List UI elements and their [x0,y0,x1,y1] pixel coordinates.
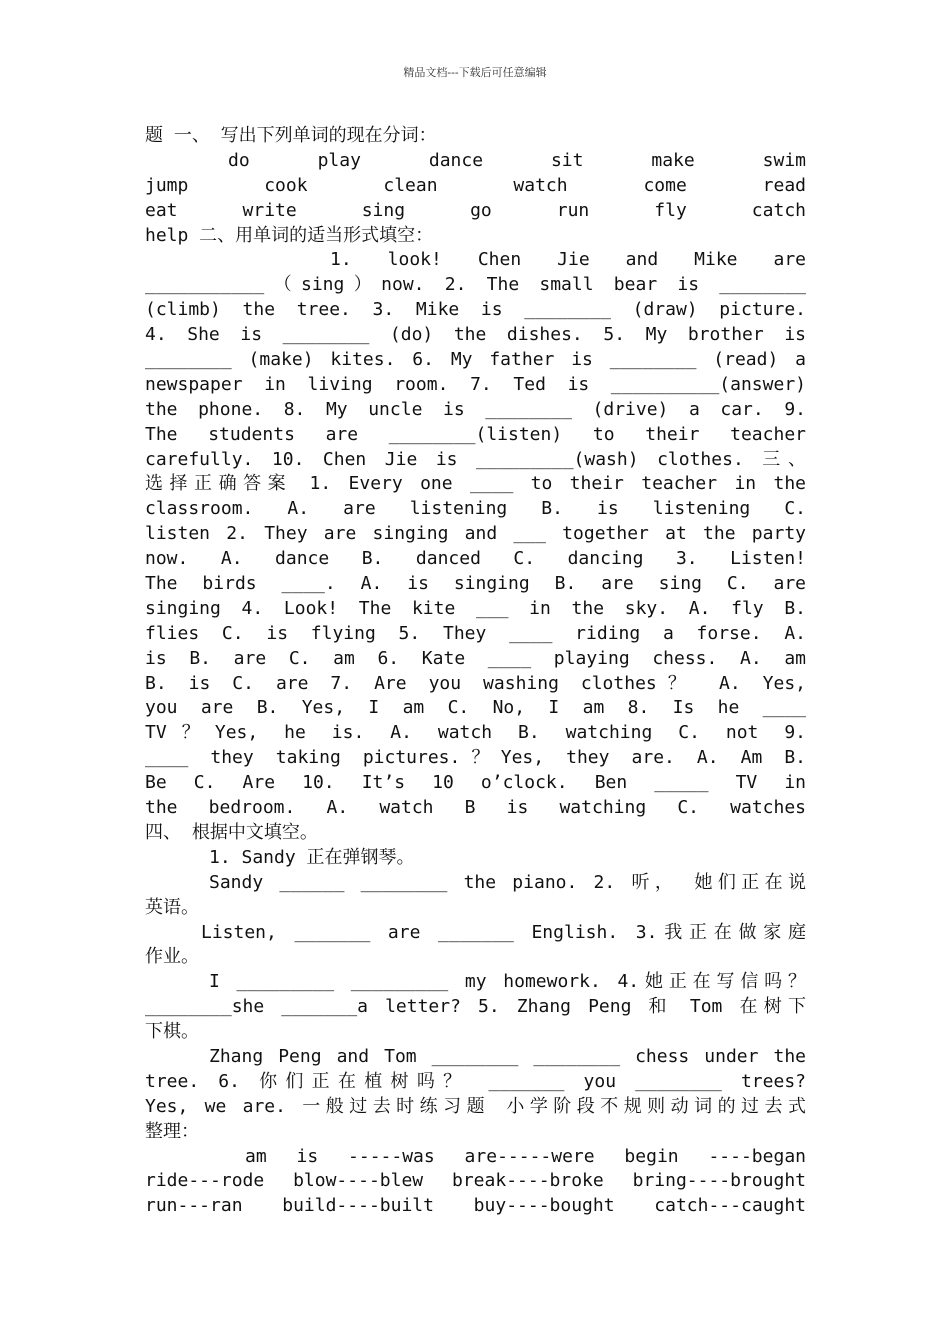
document-body [145,124,806,1219]
text-line: ________ (make) kites. 6. My father is ________ (read) a [145,349,806,371]
text-line: run---ran build----built buy----bought catch---caught [145,1195,806,1217]
text-line: Listen, _______ are _______ English. 3.我正在做家庭 [201,921,806,943]
text-line: Sandy ______ ________ the piano. 2. 听， 她们正在说 [209,871,806,893]
text-line: now. A. dance B. danced C. dancing 3. Listen! [145,548,806,570]
text-line: The students are ________(listen) to their teacher [145,423,806,445]
text-line: listen 2. They are singing and ___ together at the party [145,523,806,545]
text-line: am is -----was are-----were begin ----began [245,1145,806,1167]
text-line: 4. She is ________ (do) the dishes. 5. My brother is [145,324,806,346]
text-line: you are B. Yes, I am C. No, I am 8. Is he ____ [145,697,806,719]
text-line: carefully. 10. Chen Jie is _________(wash) clothes. 三、 [145,448,806,470]
text-line: help 二、用单词的适当形式填空： [145,224,434,246]
text-line: singing 4. Look! The kite ___ in the sky. A. fly B. [145,597,806,619]
text-line: TV？Yes, he is. A. watch B. watching C. not 9. [145,722,806,744]
text-line: 作业。 [145,946,199,968]
text-line: eat write sing go run fly catch [145,199,806,221]
text-line: ____ they taking pictures.？Yes, they are. A. Am B. [145,747,806,769]
text-line: 英语。 [145,896,199,918]
text-line: the bedroom. A. watch B is watching C. watches [145,797,806,819]
text-line: 四、 根据中文填空。 [145,821,318,843]
text-line: newspaper in living room. 7. Ted is __________(answer) [145,373,806,395]
text-line: jump cook clean watch come read [145,174,806,196]
text-line: I _________ _________ my homework. 4.她正在写信吗？ [209,971,806,993]
text-line: 整理： [145,1120,199,1142]
text-line: Yes, we are. 一般过去时练习题 小学阶段不规则动词的过去式 [145,1095,806,1117]
text-line: Be C. Are 10. It’s 10 o’clock. Ben _____ TV in [145,772,806,794]
text-line: 题 一、 写出下列单词的现在分词： [145,125,437,146]
text-line: Zhang Peng and Tom ________ ________ chess under the [209,1045,806,1067]
text-line: ride---rode blow----blew break----broke bring----brought [145,1170,806,1192]
text-line: 1. look! Chen Jie and Mike are [330,249,806,271]
text-line: do play dance sit make swim [228,149,806,171]
text-line: (climb) the tree. 3. Mike is ________ (draw) picture. [145,299,806,321]
text-line: is B. are C. am 6. Kate ____ playing chess. A. am [145,647,806,669]
text-line: ___________（sing）now. 2. The small bear is ________ [145,274,806,296]
text-line: flies C. is flying 5. They ____ riding a forse. A. [145,622,806,644]
page-header: 精品文档---下载后可任意编辑 [403,66,547,79]
text-line: classroom. A. are listening B. is listening C. [145,498,806,520]
text-line: ________she _______a letter? 5. Zhang Peng 和 Tom 在树下 [145,996,806,1018]
text-line: The birds ____. A. is singing B. are sing C. are [145,573,806,595]
text-line: B. is C. are 7. Are you washing clothes？ A. Yes, [145,672,806,694]
text-line: 下棋。 [145,1021,199,1043]
text-line: tree. 6. 你们正在植树吗？ _______ you ________ trees? [145,1070,806,1092]
text-line: 1. Sandy 正在弹钢琴。 [209,846,415,868]
text-line: 选择正确答案 1. Every one ____ to their teacher in the [145,473,806,495]
text-line: the phone. 8. My uncle is ________ (drive) a car. 9. [145,398,806,420]
